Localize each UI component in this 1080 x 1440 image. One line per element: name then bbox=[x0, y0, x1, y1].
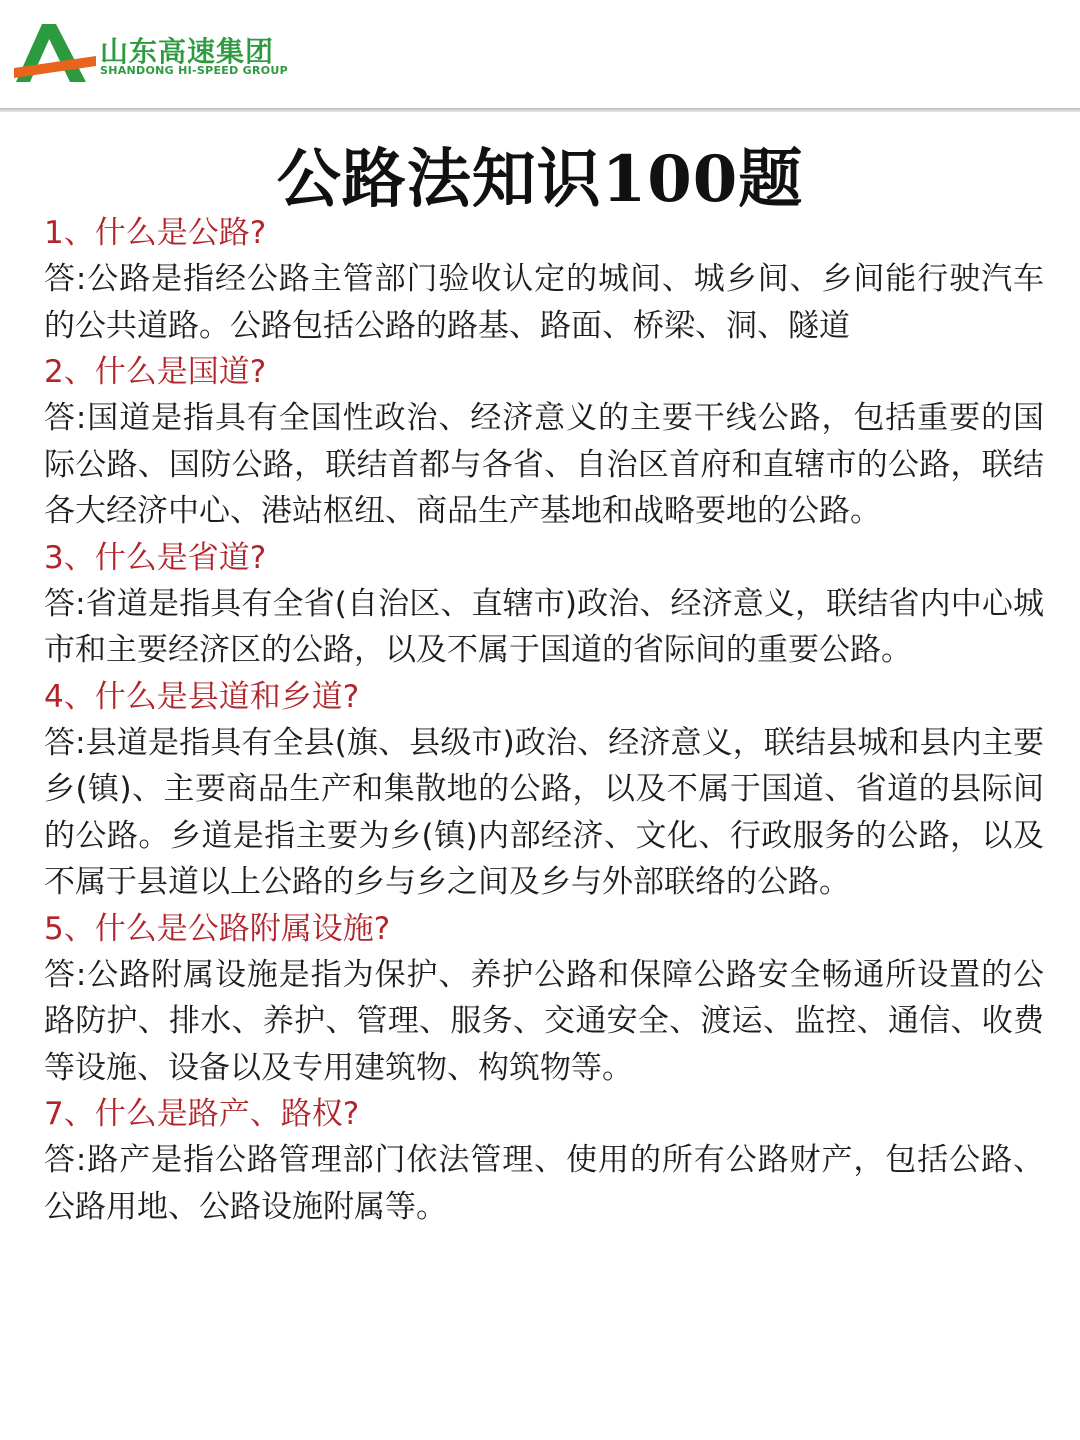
question-4: 4、什么是县道和乡道? bbox=[44, 678, 360, 715]
logo-text-en: SHANDONG HI-SPEED GROUP bbox=[100, 64, 288, 77]
company-logo-icon bbox=[12, 22, 96, 84]
question-7: 7、什么是路产、路权? bbox=[44, 1096, 360, 1132]
answer-4: 答:县道是指具有全县(旗、县级市)政治、经济意义，联结县城和县内主要乡(镇)、主要商品生产和集散地的公路，以及不属于国道、省道的县际间的公路。乡道是指主要为乡(镇)内部经济、文化、行政服务的公路，以及不属于县道以上公路的乡与乡之间及乡与外部联络的公路。 bbox=[44, 724, 1044, 900]
answer-5: 答:公路附属设施是指为保护、养护公路和保障公路安全畅通所设置的公路防护、排水、养护、管理、服务、交通安全、渡运、监控、通信、收费等设施、设备以及专用建筑物、构筑物等。 bbox=[44, 956, 1044, 1086]
answer-3: 答:省道是指具有全省(自治区、直辖市)政治、经济意义，联结省内中心城市和主要经济区的公路，以及不属于国道的省际间的重要公路。 bbox=[44, 585, 1044, 668]
logo-text-cn: 山东高速集团 bbox=[100, 35, 275, 68]
qa-list bbox=[44, 210, 1044, 1230]
question-2: 2、什么是国道? bbox=[44, 354, 267, 390]
page-title: 公路法知识100题 bbox=[276, 142, 804, 217]
header bbox=[0, 0, 1080, 108]
header-divider bbox=[0, 108, 1080, 112]
question-3: 3、什么是省道? bbox=[44, 539, 267, 576]
answer-1: 答:公路是指经公路主管部门验收认定的城间、城乡间、乡间能行驶汽车的公共道路。公路包括公路的路基、路面、桥梁、洞、隧道 bbox=[44, 261, 1044, 344]
question-5: 5、什么是公路附属设施? bbox=[44, 910, 391, 947]
question-1: 1、什么是公路? bbox=[44, 215, 267, 251]
answer-2: 答:国道是指具有全国性政治、经济意义的主要干线公路，包括重要的国际公路、国防公路，联结首都与各省、自治区首府和直辖市的公路，联结各大经济中心、港站枢纽、商品生产基地和战略要地的公路。 bbox=[44, 400, 1044, 529]
answer-7: 答:路产是指公路管理部门依法管理、使用的所有公路财产，包括公路、公路用地、公路设施附属等。 bbox=[44, 1142, 1044, 1225]
